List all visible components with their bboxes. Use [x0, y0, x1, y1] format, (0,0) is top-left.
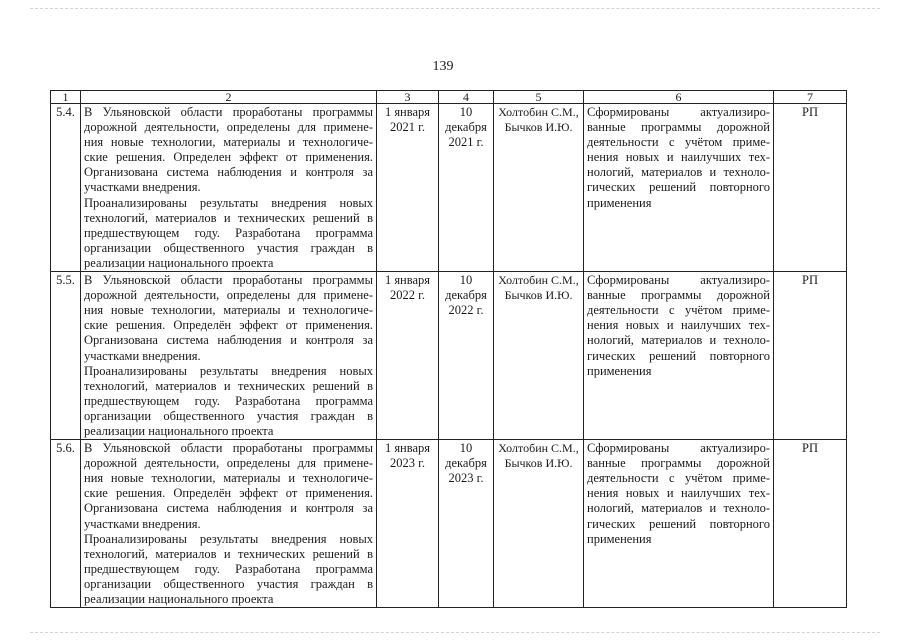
description-line: участками внедрения.: [84, 180, 201, 195]
description-line: ния новые технологии, материалы и технологиче-: [84, 135, 373, 150]
table-row: [51, 440, 847, 608]
start-date-line: 2023 г.: [390, 456, 425, 471]
description-line: Проанализированы результаты внедрения новых: [84, 195, 373, 210]
executor-cell: РП: [774, 104, 847, 272]
end-date-line: декабря: [445, 456, 487, 471]
column-number-1: 1: [51, 91, 81, 104]
start-date-cell: [377, 272, 439, 440]
result-line: деятельности с учётом приме-: [587, 303, 770, 318]
column-number-6: 6: [584, 91, 774, 104]
result-line: применения: [587, 531, 652, 546]
start-date-line: 2021 г.: [390, 120, 425, 135]
plan-table: [50, 90, 847, 608]
responsible-person: Холтобин С.М.,: [498, 441, 579, 456]
table-row: [51, 104, 847, 272]
description-line: В Ульяновской области проработаны программы: [84, 105, 373, 119]
description-line: Проанализированы результаты внедрения новых: [84, 531, 373, 546]
description-line: организации общественного участия граждан в: [84, 240, 373, 255]
result-line: Сформированы актуализиро-: [587, 105, 770, 119]
end-date-cell: [439, 272, 494, 440]
responsible-cell: [494, 104, 584, 272]
result-cell: [584, 272, 774, 440]
description-line: технологий, материалов и технических решений в: [84, 210, 373, 225]
scan-edge-bottom: [30, 632, 880, 633]
description-line: Организована система наблюдения и контроля за: [84, 333, 373, 348]
responsible-cell: [494, 272, 584, 440]
end-date-line: 2023 г.: [448, 471, 484, 486]
description-line: ские решения. Определён эффект от применения.: [84, 318, 373, 333]
end-date-line: декабря: [445, 120, 487, 135]
result-line: ванные программы дорожной: [587, 456, 770, 471]
result-line: нения новых и наилучших тех-: [587, 150, 770, 165]
result-line: гических решений повторного: [587, 516, 770, 531]
description-line: участками внедрения.: [84, 516, 201, 531]
description-line: организации общественного участия граждан в: [84, 576, 373, 591]
description-line: В Ульяновской области проработаны программы: [84, 441, 373, 456]
item-number: 5.5.: [51, 272, 81, 440]
description-line: Организована система наблюдения и контроля за: [84, 165, 373, 180]
responsible-person: Холтобин С.М.,: [498, 273, 579, 288]
description-line: Проанализированы результаты внедрения новых: [84, 363, 373, 378]
item-number: 5.6.: [51, 440, 81, 608]
executor-cell: РП: [774, 272, 847, 440]
result-line: Сформированы актуализиро-: [587, 441, 770, 456]
description-line: технологий, материалов и технических решений в: [84, 378, 373, 393]
responsible-person: Бычков И.Ю.: [504, 120, 573, 135]
start-date-line: 1 января: [384, 105, 431, 119]
description-line: дорожной деятельности, определены для примене-: [84, 456, 373, 471]
column-number-4: 4: [439, 91, 494, 104]
column-number-row: [51, 91, 847, 104]
column-number-7: 7: [774, 91, 847, 104]
result-line: деятельности с учётом приме-: [587, 135, 770, 150]
item-number: 5.4.: [51, 104, 81, 272]
description-line: ния новые технологии, материалы и технологиче-: [84, 471, 373, 486]
description-line: Организована система наблюдения и контроля за: [84, 501, 373, 516]
result-line: деятельности с учётом приме-: [587, 471, 770, 486]
result-line: ванные программы дорожной: [587, 120, 770, 135]
table-row: [51, 272, 847, 440]
column-number-5: 5: [494, 91, 584, 104]
responsible-person: Бычков И.Ю.: [504, 456, 573, 471]
description-line: предшествующем году. Разработана программа: [84, 561, 373, 576]
description-line: предшествующем году. Разработана программа: [84, 393, 373, 408]
result-line: нологий, материалов и техноло-: [587, 165, 770, 180]
result-line: гических решений повторного: [587, 180, 770, 195]
description-line: реализации национального проекта: [84, 255, 274, 270]
end-date-line: 10: [459, 273, 473, 288]
end-date-cell: [439, 104, 494, 272]
description-line: реализации национального проекта: [84, 592, 274, 606]
column-number-2: 2: [81, 91, 377, 104]
result-cell: [584, 440, 774, 608]
result-line: нения новых и наилучших тех-: [587, 486, 770, 501]
end-date-line: 10: [459, 441, 473, 456]
description-line: дорожной деятельности, определены для примене-: [84, 288, 373, 303]
responsible-cell: [494, 440, 584, 608]
executor-cell: РП: [774, 440, 847, 608]
column-number-3: 3: [377, 91, 439, 104]
end-date-cell: [439, 440, 494, 608]
end-date-line: 10: [459, 105, 473, 119]
page-number: 139: [432, 59, 454, 74]
description-line: ские решения. Определен эффект от применения.: [84, 150, 373, 165]
responsible-person: Бычков И.Ю.: [504, 288, 573, 303]
start-date-line: 1 января: [384, 273, 431, 288]
description-line: технологий, материалов и технических решений в: [84, 546, 373, 561]
result-line: Сформированы актуализиро-: [587, 273, 770, 288]
result-cell: [584, 104, 774, 272]
description-cell: [81, 104, 377, 272]
result-line: применения: [587, 195, 652, 210]
result-line: гических решений повторного: [587, 348, 770, 363]
description-cell: [81, 272, 377, 440]
description-line: участками внедрения.: [84, 348, 201, 363]
result-line: нологий, материалов и техноло-: [587, 333, 770, 348]
scan-edge-top: [30, 8, 880, 9]
description-cell: [81, 440, 377, 608]
description-line: В Ульяновской области проработаны программы: [84, 273, 373, 288]
end-date-line: 2022 г.: [448, 303, 484, 318]
description-line: ния новые технологии, материалы и технологиче-: [84, 303, 373, 318]
description-line: предшествующем году. Разработана программа: [84, 225, 373, 240]
start-date-line: 1 января: [384, 441, 431, 456]
description-line: ские решения. Определён эффект от применения.: [84, 486, 373, 501]
result-line: нения новых и наилучших тех-: [587, 318, 770, 333]
description-line: организации общественного участия граждан в: [84, 408, 373, 423]
start-date-cell: [377, 440, 439, 608]
end-date-line: 2021 г.: [448, 135, 484, 150]
description-line: реализации национального проекта: [84, 423, 274, 438]
description-line: дорожной деятельности, определены для примене-: [84, 120, 373, 135]
result-line: нологий, материалов и техноло-: [587, 501, 770, 516]
end-date-line: декабря: [445, 288, 487, 303]
result-line: ванные программы дорожной: [587, 288, 770, 303]
start-date-cell: [377, 104, 439, 272]
start-date-line: 2022 г.: [390, 288, 425, 303]
responsible-person: Холтобин С.М.,: [498, 105, 579, 119]
table-body: [51, 91, 847, 608]
result-line: применения: [587, 363, 652, 378]
